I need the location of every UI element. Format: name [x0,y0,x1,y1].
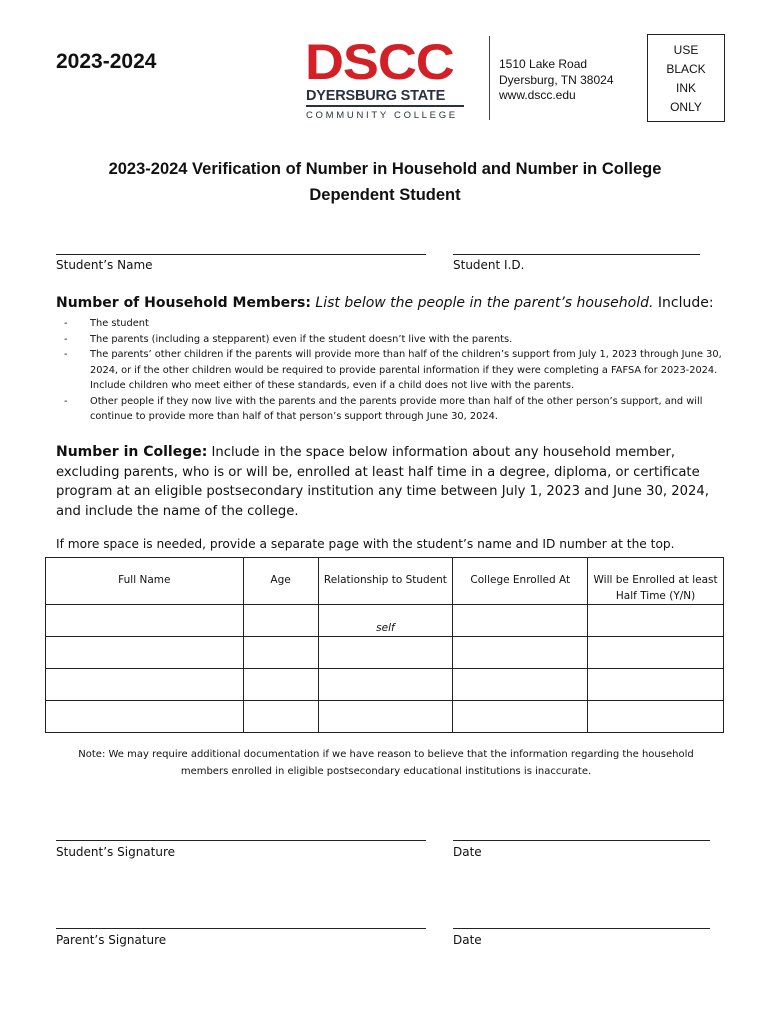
college-address [499,57,614,104]
dscc-logo [305,34,465,125]
table-cell[interactable] [453,637,588,669]
table-cell[interactable] [46,637,244,669]
household-heading [56,295,714,311]
household-include: Include: [653,295,714,311]
table-header-row [46,558,724,605]
header-divider [489,36,490,120]
documentation-note: Note: We may require additional documentation if we have reason to believe that the information regarding the household members enrolled in eligible postsecondary educational institutions is inaccurate. [78,749,694,777]
table-row [46,605,724,637]
household-heading-label: Number of Household Members: [56,295,311,311]
table-row [46,669,724,701]
student-date-input[interactable] [453,840,710,841]
household-table [45,557,724,733]
ink-notice-line: USE [673,43,699,57]
table-cell[interactable] [318,637,453,669]
ink-notice-line: ONLY [670,100,702,114]
household-instruction: List below the people in the parent’s household. [315,295,654,311]
column-header: Age [243,558,318,605]
more-space-note: If more space is needed, provide a separate page with the student’s name and ID number at the top. [56,537,675,551]
student-signature-input[interactable] [56,840,426,841]
address-street: 1510 Lake Road [499,57,588,71]
college-text: Include in the space below information about any household member, excluding parents, who is or will be, enrolled at least half time in a degree, diploma, or certificate program at an eligible postsecondary institution any time between July 1, 2023 and June 30, 2024, and include the name of the college. [56,445,709,519]
student-signature-label: Student’s Signature [56,845,176,859]
form-title [0,156,770,208]
ink-notice-line: BLACK [666,62,706,76]
table-cell[interactable] [588,605,724,637]
title-line-2: Dependent Student [309,186,461,204]
list-item: - Other people if they now live with the parents and the parents provide more than half of the other person’s support, and will continue to provide more than half of that person’s support through June 30, 2024. [64,395,703,422]
table-cell[interactable] [243,669,318,701]
table-cell[interactable] [243,701,318,733]
table-row [46,701,724,733]
ink-notice-box [647,34,725,122]
parent-date-label: Date [453,933,482,947]
table-cell[interactable] [453,669,588,701]
student-name-label: Student’s Name [56,258,153,272]
address-city: Dyersburg, TN 38024 [499,72,614,87]
student-id-input[interactable] [453,254,700,255]
table-cell[interactable] [243,605,318,637]
column-header: Relationship to Student [318,558,453,605]
student-id-label: Student I.D. [453,258,525,272]
table-cell[interactable] [46,605,244,637]
logo-tagline: COMMUNITY COLLEGE [306,110,458,121]
logo-subtitle: DYERSBURG STATE [306,88,464,107]
table-cell[interactable] [453,701,588,733]
parent-signature-input[interactable] [56,928,426,929]
list-item: - The parents’ other children if the parents will provide more than half of the children’s support from July 1, 2023 through June 30, 2024, or if the other children would be required to provide parental information if they were completing a FAFSA for 2023-2024. Include children who meet either of these standards, even if a child does not live with the parents. [64,349,722,391]
column-header: Will be Enrolled at least Half Time (Y/N) [588,558,724,605]
college-paragraph [56,443,726,521]
table-cell[interactable] [243,637,318,669]
column-header: College Enrolled At [453,558,588,605]
table-cell[interactable] [588,701,724,733]
parent-signature-label: Parent’s Signature [56,933,167,947]
logo-wordmark: DSCC [305,34,454,90]
parent-date-input[interactable] [453,928,710,929]
table-row [46,637,724,669]
list-item: - The student [64,318,149,329]
table-cell[interactable] [588,637,724,669]
column-header: Full Name [46,558,244,605]
student-name-input[interactable] [56,254,426,255]
table-cell[interactable] [46,701,244,733]
list-item: - The parents (including a stepparent) even if the student doesn’t live with the parents. [64,333,513,345]
table-cell[interactable] [318,669,453,701]
table-cell[interactable]: self [318,605,453,637]
table-cell[interactable] [453,605,588,637]
household-bullet-list [64,316,724,425]
table-cell[interactable] [588,669,724,701]
form-year: 2023-2024 [56,50,157,73]
table-cell[interactable] [46,669,244,701]
table-cell[interactable] [318,701,453,733]
student-date-label: Date [453,845,482,859]
ink-notice-line: INK [675,81,696,95]
college-heading: Number in College: [56,444,208,460]
address-website: www.dscc.edu [499,88,576,102]
title-line-1: 2023-2024 Verification of Number in Household and Number in College [108,160,662,178]
